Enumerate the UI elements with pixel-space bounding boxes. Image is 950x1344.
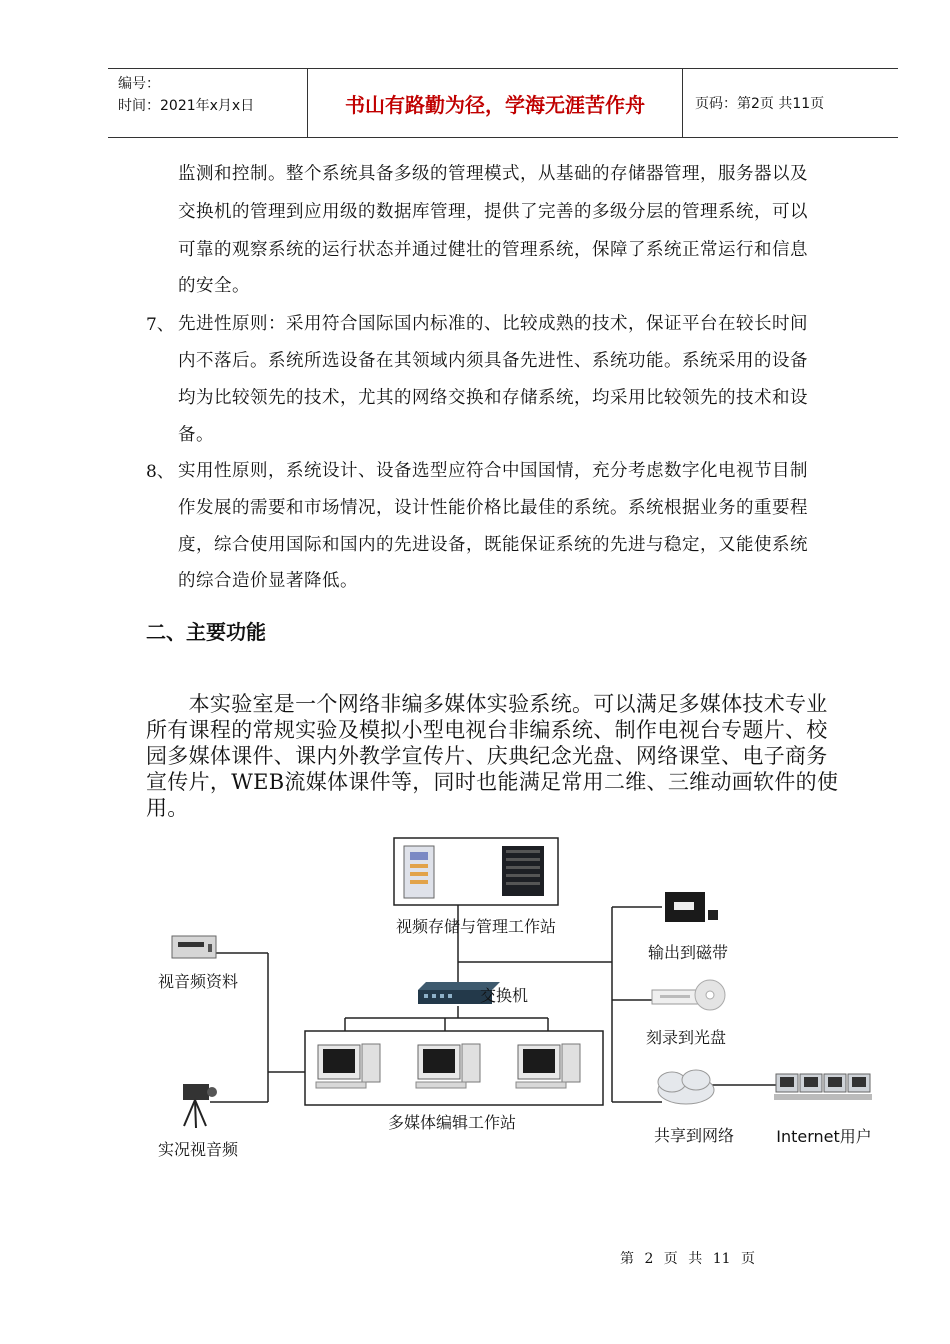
- switch-label: 交换机: [480, 986, 529, 1005]
- list-item-line: 均为比较领先的技术，尤其的网络交换和存储系统，均采用比较领先的技术和设: [178, 388, 808, 408]
- page-info: 页码：第2页 共11页: [695, 96, 825, 112]
- list-item-line: 实用性原则，系统设计、设备选型应符合中国国情，充分考虑数字化电视节目制: [178, 461, 808, 481]
- section-title: 二、主要功能: [146, 620, 266, 644]
- editing-label: 多媒体编辑工作站: [387, 1113, 517, 1132]
- internet-users-icon: [774, 1074, 872, 1100]
- intro-line: 所有课程的常规实验及模拟小型电视台非编系统、制作电视台专题片、校: [146, 718, 828, 742]
- list-item-line: 先进性原则：采用符合国际国内标准的、比较成熟的技术，保证平台在较长时间: [178, 314, 808, 334]
- storage-rack-icon: [502, 846, 544, 896]
- list-item-line: 的综合造价显著降低。: [178, 571, 358, 591]
- network-label: 共享到网络: [653, 1126, 735, 1145]
- page-footer: 第 2 页 共 11 页: [620, 1251, 755, 1267]
- intro-line: 本实验室是一个网络非编多媒体实验系统。可以满足多媒体技术专业: [146, 692, 828, 716]
- list-item-line: 备。: [178, 425, 214, 445]
- disc-label: 刻录到光盘: [645, 1028, 727, 1047]
- intro-line: 用。: [146, 796, 189, 820]
- vcr-icon: [172, 936, 216, 958]
- motto: 书山有路勤为径，学海无涯苦作舟: [308, 69, 683, 137]
- intro-line: 园多媒体课件、课内外教学宣传片、庆典纪念光盘、网络课堂、电子商务: [146, 744, 828, 768]
- paragraph-line: 的安全。: [178, 276, 250, 296]
- tape-label: 输出到磁带: [647, 943, 729, 962]
- list-item-line: 度，综合使用国际和国内的先进设备，既能保证系统的先进与稳定，又能使系统: [178, 535, 808, 555]
- paragraph-line: 监测和控制。整个系统具备多级的管理模式，从基础的存储器管理，服务器以及: [178, 164, 808, 184]
- storage-label: 视频存储与管理工作站: [395, 917, 557, 936]
- internet-label: Internet用户: [776, 1127, 872, 1146]
- camera-icon: [183, 1084, 217, 1128]
- paragraph-line: 可靠的观察系统的运行状态并通过健壮的管理系统，保障了系统正常运行和信息: [178, 240, 808, 260]
- cloud-icon: [658, 1070, 714, 1104]
- tape-icon: [665, 892, 718, 922]
- paragraph-line: 交换机的管理到应用级的数据库管理，提供了完善的多级分层的管理系统，可以: [178, 202, 808, 222]
- server-icon: [404, 846, 434, 898]
- disc-icon: [652, 980, 725, 1010]
- time-label: 时间：2021年x月x日: [118, 98, 255, 114]
- number-label: 编号：: [118, 76, 160, 92]
- media-label: 视音频资料: [157, 972, 239, 991]
- intro-line: 宣传片，WEB流媒体课件等，同时也能满足常用二维、三维动画软件的使: [146, 770, 839, 794]
- list-number: 7、: [146, 315, 174, 335]
- list-number: 8、: [146, 462, 174, 482]
- list-item-line: 作发展的需要和市场情况，设计性能价格比最佳的系统。系统根据业务的重要程: [178, 498, 808, 518]
- list-item-line: 内不落后。系统所选设备在其领域内须具备先进性、系统功能。系统采用的设备: [178, 351, 808, 371]
- live-label: 实况视音频: [157, 1140, 239, 1159]
